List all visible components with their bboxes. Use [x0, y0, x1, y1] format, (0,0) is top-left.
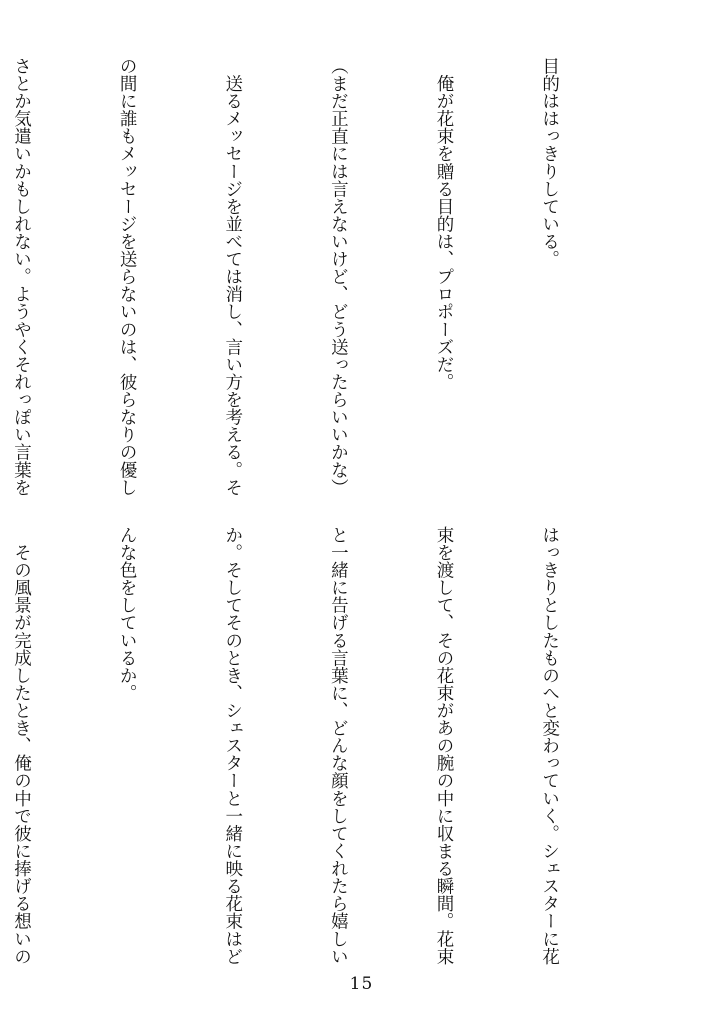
- text-line: さとか気遣いかもしれない。ようやくそれっぽい言葉を: [11, 57, 32, 496]
- lower-text-block: [0, 526, 637, 978]
- text-line: はっきりとしたものへと変わっていく。シェスターに花: [539, 526, 560, 965]
- text-line: か。そしてそのとき、シェスターと一緒に映る花束はど: [222, 526, 243, 965]
- text-line: 束を渡して、その花束があの腕の中に収まる瞬間。花束: [433, 526, 454, 965]
- text-line: （まだ正直には言えないけど、どう送ったらいいかな）: [328, 57, 349, 496]
- text-line: 送るメッセージを並べては消し、言い方を考える。そ: [222, 57, 243, 496]
- text-line: 俺が花束を贈る目的は、プロポーズだ。: [433, 57, 454, 391]
- text-line: の間に誰もメッセージを送らないのは、彼らなりの優し: [117, 57, 138, 496]
- text-line: と一緒に告げる言葉に、どんな顔をしてくれたら嬉しい: [328, 526, 349, 965]
- page-number: 15: [349, 974, 374, 994]
- text-line: その風景が完成したとき、俺の中で彼に捧げる想いの: [11, 526, 32, 965]
- upper-text-block: [0, 57, 637, 507]
- text-line: んな色をしているか。: [117, 526, 138, 702]
- text-line: 目的ははっきりしている。: [539, 57, 560, 268]
